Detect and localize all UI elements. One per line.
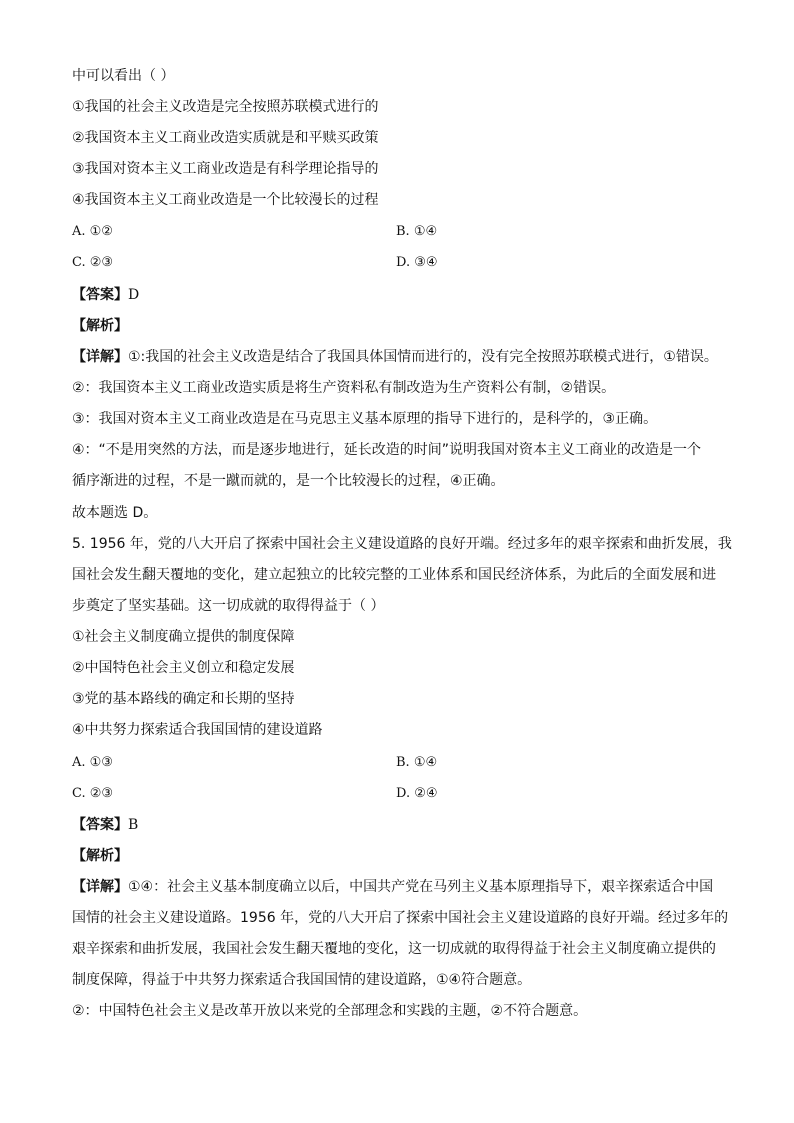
q5-answer-tag: 【答案】	[72, 817, 128, 833]
q4-detail-line-2: ②：我国资本主义工商业改造实质是将生产资料私有制改造为生产资料公有制，②错误。	[72, 380, 616, 396]
q5-option-c: C. ②③	[72, 786, 114, 801]
q5-stem-line-1: 5. 1956 年，党的八大开启了探索中国社会主义建设道路的良好开端。经过多年的艰辛探索和曲折发展，我	[72, 536, 732, 552]
q4-detail-line-1	[72, 347, 718, 367]
q4-detail-text-1: ①:我国的社会主义改造是结合了我国具体国情而进行的，没有完全按照苏联模式进行，①错误。	[128, 349, 718, 365]
q4-conclusion: 故本题选 D。	[72, 505, 158, 521]
q5-option-b: B. ①④	[396, 755, 438, 770]
q5-item-1: ①社会主义制度确立提供的制度保障	[72, 629, 295, 645]
q5-item-4: ④中共努力探索适合我国国情的建设道路	[72, 722, 323, 738]
q5-detail-line-3: 艰辛探索和曲折发展，我国社会发生翻天覆地的变化，这一切成就的取得得益于社会主义制度确立提供的	[72, 941, 716, 957]
q5-option-a: A. ①③	[72, 755, 113, 770]
q4-item-2: ②我国资本主义工商业改造实质就是和平赎买政策	[72, 130, 379, 146]
q5-detail-line-2: 国情的社会主义建设道路。1956 年，党的八大开启了探索中国社会主义建设道路的良好开端。经过多年的	[72, 910, 729, 926]
q5-detail-line-4: 制度保障，得益于中共努力探索适合我国国情的建设道路，①④符合题意。	[72, 972, 532, 988]
q5-stem-line-3: 步奠定了坚实基础。这一切成就的取得得益于（ ）	[72, 598, 385, 614]
q5-option-d: D. ②④	[396, 786, 438, 801]
q5-stem-line-2: 国社会发生翻天覆地的变化，建立起独立的比较完整的工业体系和国民经济体系，为此后的全面发展和进	[72, 567, 716, 583]
q5-analysis-line	[72, 846, 128, 866]
q5-analysis-tag: 【解析】	[72, 848, 128, 864]
q4-detail-line-5: 循序渐进的过程，不是一蹴而就的，是一个比较漫长的过程，④正确。	[72, 473, 505, 489]
q5-detail-tag: 【详解】	[72, 879, 128, 895]
q5-detail-line-1	[72, 877, 713, 897]
q4-item-3: ③我国对资本主义工商业改造是有科学理论指导的	[72, 161, 379, 177]
q4-option-a: A. ①②	[72, 224, 113, 239]
q4-stem-end: 中可以看出（ ）	[72, 68, 175, 84]
q4-analysis-tag: 【解析】	[72, 318, 128, 334]
q5-item-3: ③党的基本路线的确定和长期的坚持	[72, 691, 295, 707]
q4-option-c: C. ②③	[72, 255, 114, 270]
q5-answer-line	[72, 815, 138, 835]
q5-item-2: ②中国特色社会主义创立和稳定发展	[72, 660, 295, 676]
q4-answer-line	[72, 285, 139, 305]
q4-answer-tag: 【答案】	[72, 287, 128, 303]
q4-option-b: B. ①④	[396, 224, 438, 239]
q4-item-4: ④我国资本主义工商业改造是一个比较漫长的过程	[72, 192, 379, 208]
q4-option-d: D. ③④	[396, 255, 438, 270]
q5-detail-text-1: ①④：社会主义基本制度确立以后，中国共产党在马列主义基本原理指导下，艰辛探索适合中国	[128, 879, 714, 895]
q4-analysis-line	[72, 316, 128, 336]
q4-detail-line-4: ④：“不是用突然的方法，而是逐步地进行，延长改造的时间”说明我国对资本主义工商业的改造是一个	[72, 442, 702, 458]
q5-detail-line-5: ②：中国特色社会主义是改革开放以来党的全部理念和实践的主题，②不符合题意。	[72, 1003, 588, 1019]
q5-answer-value: B	[128, 817, 139, 833]
q4-detail-tag: 【详解】	[72, 349, 128, 365]
q4-detail-line-3: ③：我国对资本主义工商业改造是在马克思主义基本原理的指导下进行的，是科学的，③正确。	[72, 411, 658, 427]
q4-answer-value: D	[128, 287, 140, 303]
q4-item-1: ①我国的社会主义改造是完全按照苏联模式进行的	[72, 99, 379, 115]
